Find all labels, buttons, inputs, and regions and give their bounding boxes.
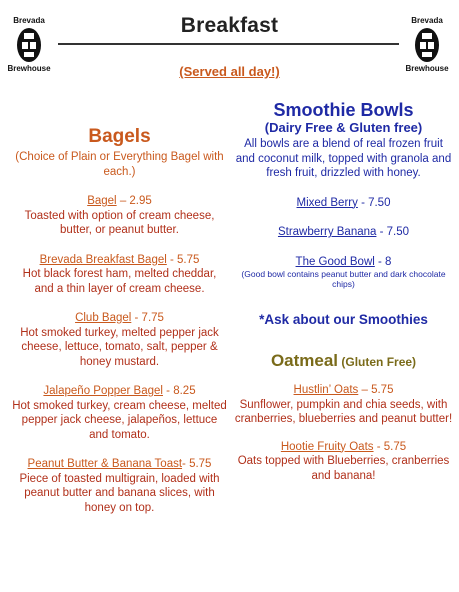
item-name: Strawberry Banana — [277, 226, 377, 238]
smoothie-bowls-subheading: (Dairy Free & Gluten free) — [264, 120, 423, 135]
item-name: Jalapeño Popper Bagel — [43, 385, 163, 397]
item-price: - 5.75 — [182, 458, 212, 470]
oatmeal-subheading: (Gluten Free) — [338, 354, 417, 369]
item-name: Hustlin’ Oats — [293, 384, 359, 396]
logo-top-text: Brevada — [13, 16, 45, 25]
smoothies-note: *Ask about our Smoothies — [259, 312, 428, 327]
item-price: - 8 — [374, 255, 392, 268]
item-description: Sunflower, pumpkin and chia seeds, with cranberries, blueberries and peanut butter! — [234, 398, 453, 425]
item-name: Club Bagel — [75, 312, 132, 324]
item-price: - 5.75 — [373, 440, 407, 453]
item-description: Hot smoked turkey, melted pepper jack cheese, lettuce, tomato, salt, pepper & honey mustard. — [20, 326, 219, 368]
page-title: Breakfast — [180, 14, 279, 37]
served-all-day-note: (Served all day!) — [179, 64, 280, 79]
item-name: Brevada Breakfast Bagel — [39, 253, 167, 266]
menu-item — [234, 196, 453, 211]
item-note: (Good bowl contains peanut butter and dark chocolate chips) — [241, 269, 446, 289]
title-divider — [58, 43, 399, 45]
item-description: Hot smoked turkey, cream cheese, melted pepper jack cheese, jalapeños, lettuce and tomato. — [12, 399, 227, 441]
smoothie-bowls-heading: Smoothie Bowls — [273, 100, 414, 120]
item-price: - 7.75 — [131, 312, 164, 324]
menu-item — [12, 384, 227, 442]
oatmeal-heading — [234, 350, 453, 371]
item-name: Peanut Butter & Banana Toast — [27, 458, 183, 470]
item-price: - 7.50 — [357, 196, 391, 209]
menu-item — [234, 383, 453, 427]
oatmeal-title: Oatmeal — [270, 350, 339, 370]
item-description: Toasted with option of cream cheese, butter, or peanut butter. — [24, 209, 215, 236]
item-description: Oats topped with Blueberries, cranberries and banana! — [237, 455, 450, 482]
logo-top-text: Brevada — [411, 16, 443, 25]
item-description: Piece of toasted multigrain, loaded with peanut butter and banana slices, with honey on top. — [19, 472, 220, 514]
menu-item — [12, 253, 227, 297]
item-description: Hot black forest ham, melted cheddar, and a thin layer of cream cheese. — [22, 268, 217, 295]
menu-item — [234, 440, 453, 484]
smoothie-oatmeal-section — [234, 100, 453, 483]
logo-bottom-text: Brewhouse — [7, 64, 51, 73]
item-name: Mixed Berry — [296, 196, 358, 209]
item-name: Bagel — [87, 195, 117, 207]
item-name: Hootie Fruity Oats — [280, 440, 374, 453]
bagels-note: (Choice of Plain or Everything Bagel with each.) — [15, 151, 224, 178]
item-price: - 5.75 — [166, 253, 200, 266]
item-price: - 7.50 — [376, 226, 410, 238]
menu-item — [12, 311, 227, 369]
logo-bottom-text: Brewhouse — [405, 64, 449, 73]
bagels-section — [12, 126, 227, 515]
menu-item — [12, 457, 227, 515]
item-price: – 2.95 — [116, 195, 152, 207]
item-price: – 5.75 — [358, 384, 394, 396]
bagels-heading: Bagels — [88, 126, 151, 147]
smoothie-bowls-description: All bowls are a blend of real frozen fruit and coconut milk, topped with granola and fresh fruit, drizzled with honey. — [235, 138, 452, 179]
menu-item — [234, 255, 453, 290]
item-price: - 8.25 — [162, 385, 196, 397]
menu-item — [12, 194, 227, 238]
item-name: The Good Bowl — [295, 255, 375, 268]
menu-item — [234, 225, 453, 240]
